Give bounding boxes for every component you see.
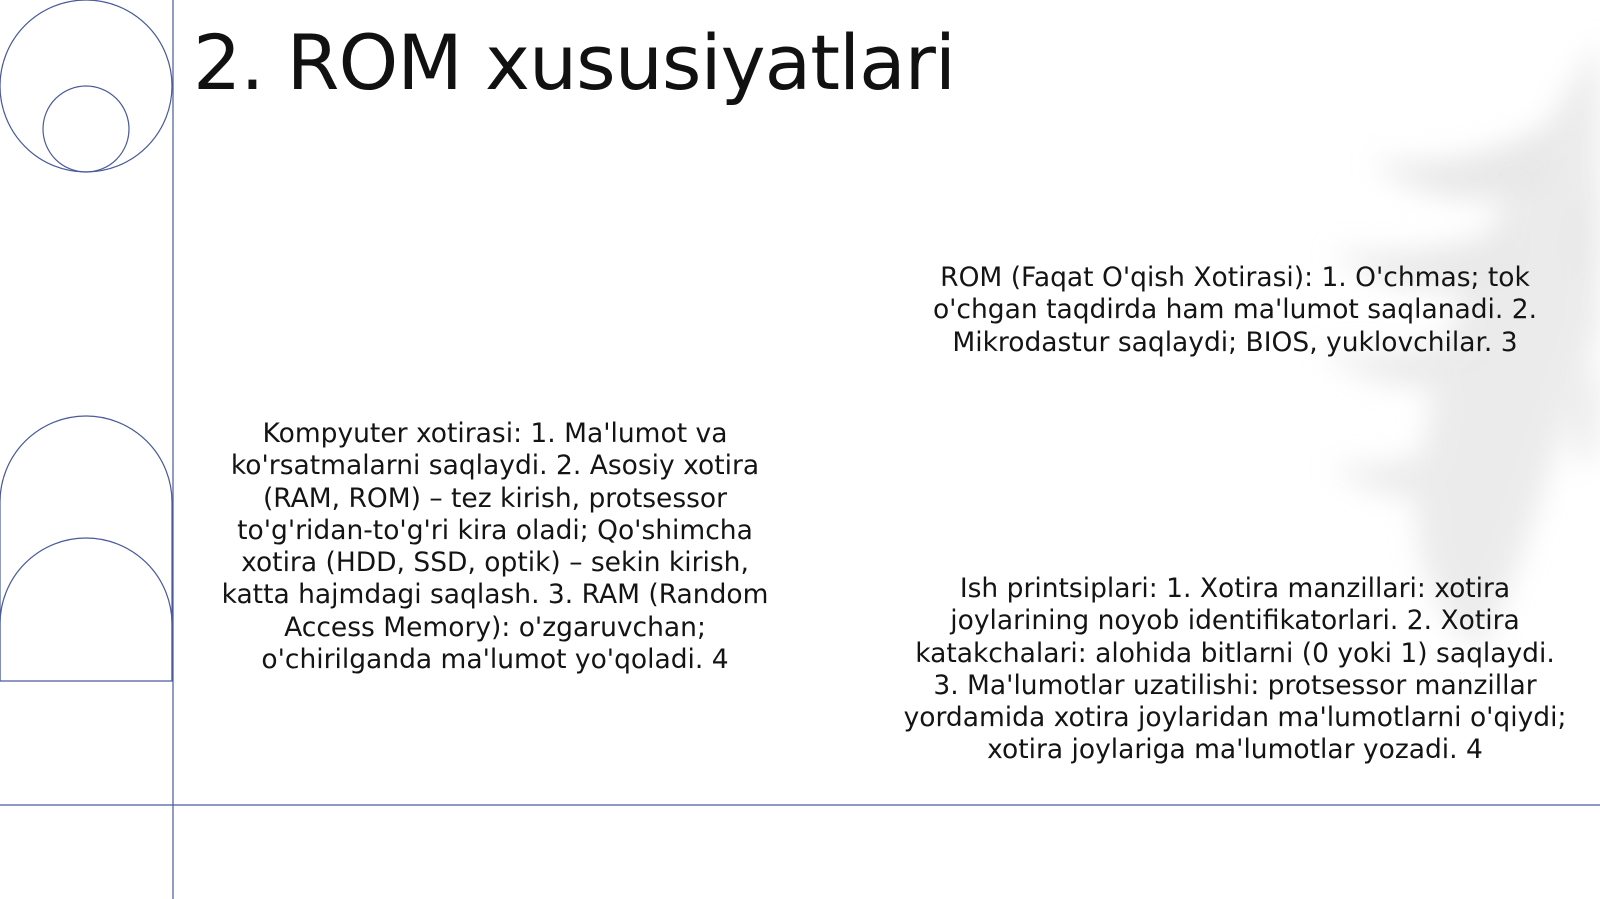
upper-arch-outline-icon [0,416,172,681]
working-principles-text-block: Ish printsiplari: 1. Xotira manzillari: xotira joylarining noyob identifikatorlari. 2. Xotira katakchalari: alohida bitlarni (0 yoki 1) saqlaydi. 3. Ma'lumotlar uzatilishi: protsessor manzillar yordamida xotira joylaridan ma'lumotlarni o'qiydi; xotira joylariga ma'lumotlar yozadi. 4 [903,573,1567,766]
lower-arch-outline-icon [0,538,172,681]
small-circle-outline-icon [43,86,129,172]
computer-memory-text-block: Kompyuter xotirasi: 1. Ma'lumot va ko'rsatmalarni saqlaydi. 2. Asosiy xotira (RAM, ROM) – tez kirish, protsessor to'g'ridan-to'g'ri kira oladi; Qo'shimcha xotira (HDD, SSD, optik) – sekin kirish, katta hajmdagi saqlash. 3. RAM (Random Access Memory): o'zgaruvchan; o'chirilganda ma'lumot yo'qoladi. 4 [221,418,769,676]
rom-text-block: ROM (Faqat O'qish Xotirasi): 1. O'chmas; tok o'chgan taqdirda ham ma'lumot saqlanadi. 2. Mikrodastur saqlaydi; BIOS, yuklovchilar. 3 [932,262,1538,358]
slide-title: 2. ROM xususiyatlari [193,18,956,107]
